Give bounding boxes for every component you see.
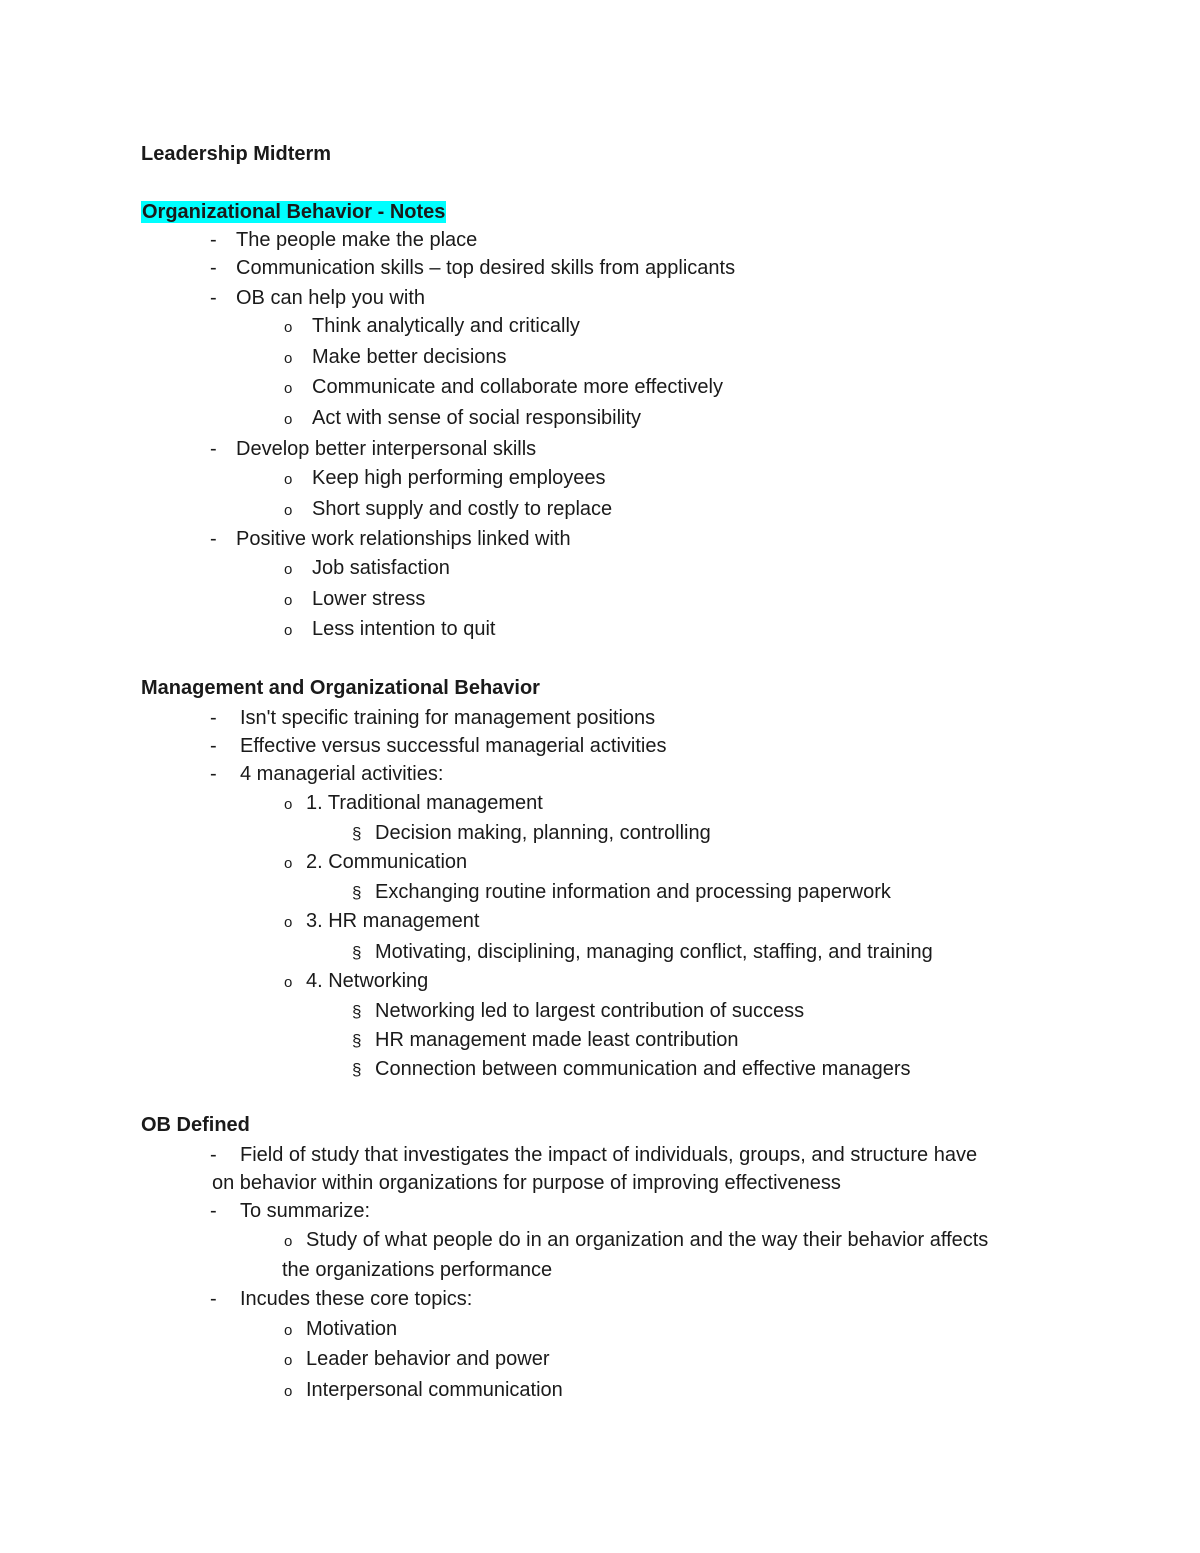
highlighted-heading-text: Organizational Behavior - Notes — [142, 201, 446, 223]
list-item: Positive work relationships linked with — [236, 528, 571, 550]
list-item-continuation: on behavior within organizations for purpose of improving effectiveness — [212, 1172, 841, 1194]
dash-bullet: - — [210, 763, 217, 785]
list-item: Networking led to largest contribution of success — [375, 1000, 805, 1022]
section-heading-management: Management and Organizational Behavior — [141, 677, 540, 699]
list-item: Isn't specific training for management positions — [240, 707, 656, 729]
list-item: 3. HR management — [306, 910, 480, 932]
dash-bullet: - — [210, 707, 217, 729]
list-item: Make better decisions — [312, 346, 507, 368]
circle-bullet: o — [284, 914, 293, 931]
list-item: Effective versus successful managerial activities — [240, 735, 667, 757]
list-item: Act with sense of social responsibility — [312, 407, 642, 429]
list-item: Connection between communication and effective managers — [375, 1058, 911, 1080]
circle-bullet: o — [284, 502, 293, 519]
dash-bullet: - — [210, 1144, 217, 1166]
circle-bullet: o — [284, 471, 293, 488]
circle-bullet: o — [284, 1352, 293, 1369]
section-sign-bullet: § — [352, 883, 362, 902]
section-heading-ob-defined: OB Defined — [141, 1114, 250, 1136]
circle-bullet: o — [284, 1233, 293, 1250]
list-item: Incudes these core topics: — [240, 1288, 473, 1310]
dash-bullet: - — [210, 735, 217, 757]
circle-bullet: o — [284, 561, 293, 578]
section-sign-bullet: § — [352, 943, 362, 962]
list-item: To summarize: — [240, 1200, 371, 1222]
list-item: Develop better interpersonal skills — [236, 438, 537, 460]
list-item: Motivation — [306, 1318, 398, 1340]
list-item: Decision making, planning, controlling — [375, 822, 711, 844]
section-sign-bullet: § — [352, 824, 362, 843]
list-item: OB can help you with — [236, 287, 425, 309]
list-item: HR management made least contribution — [375, 1029, 739, 1051]
list-item: 4 managerial activities: — [240, 763, 444, 785]
list-item: Exchanging routine information and processing paperwork — [375, 881, 891, 903]
list-item: Motivating, disciplining, managing conflict, staffing, and training — [375, 941, 933, 963]
dash-bullet: - — [210, 287, 217, 309]
section-sign-bullet: § — [352, 1002, 362, 1021]
section-sign-bullet: § — [352, 1060, 362, 1079]
list-item: 4. Networking — [306, 970, 429, 992]
section-heading-org-behavior — [141, 200, 446, 224]
list-item: Leader behavior and power — [306, 1348, 550, 1370]
circle-bullet: o — [284, 796, 293, 813]
list-item: 1. Traditional management — [306, 792, 543, 814]
circle-bullet: o — [284, 1322, 293, 1339]
circle-bullet: o — [284, 974, 293, 991]
circle-bullet: o — [284, 855, 293, 872]
circle-bullet: o — [284, 350, 293, 367]
circle-bullet: o — [284, 1383, 293, 1400]
list-item: Communication skills – top desired skills from applicants — [236, 257, 736, 279]
dash-bullet: - — [210, 229, 217, 251]
dash-bullet: - — [210, 257, 217, 279]
document-title: Leadership Midterm — [141, 143, 332, 165]
dash-bullet: - — [210, 1288, 217, 1310]
circle-bullet: o — [284, 622, 293, 639]
list-item: Lower stress — [312, 588, 426, 610]
circle-bullet: o — [284, 380, 293, 397]
list-item-continuation: the organizations performance — [282, 1259, 553, 1281]
list-item: 2. Communication — [306, 851, 468, 873]
circle-bullet: o — [284, 592, 293, 609]
circle-bullet: o — [284, 411, 293, 428]
list-item: The people make the place — [236, 229, 478, 251]
section-sign-bullet: § — [352, 1031, 362, 1050]
list-item: Job satisfaction — [312, 557, 450, 579]
list-item: Interpersonal communication — [306, 1379, 563, 1401]
list-item: Short supply and costly to replace — [312, 498, 613, 520]
list-item: Less intention to quit — [312, 618, 496, 640]
list-item: Keep high performing employees — [312, 467, 606, 489]
circle-bullet: o — [284, 319, 293, 336]
list-item: Communicate and collaborate more effectively — [312, 376, 723, 398]
dash-bullet: - — [210, 438, 217, 460]
dash-bullet: - — [210, 1200, 217, 1222]
dash-bullet: - — [210, 528, 217, 550]
list-item: Think analytically and critically — [312, 315, 580, 337]
list-item: Field of study that investigates the impact of individuals, groups, and structure have — [240, 1144, 978, 1166]
list-item: Study of what people do in an organization and the way their behavior affects — [306, 1229, 989, 1251]
